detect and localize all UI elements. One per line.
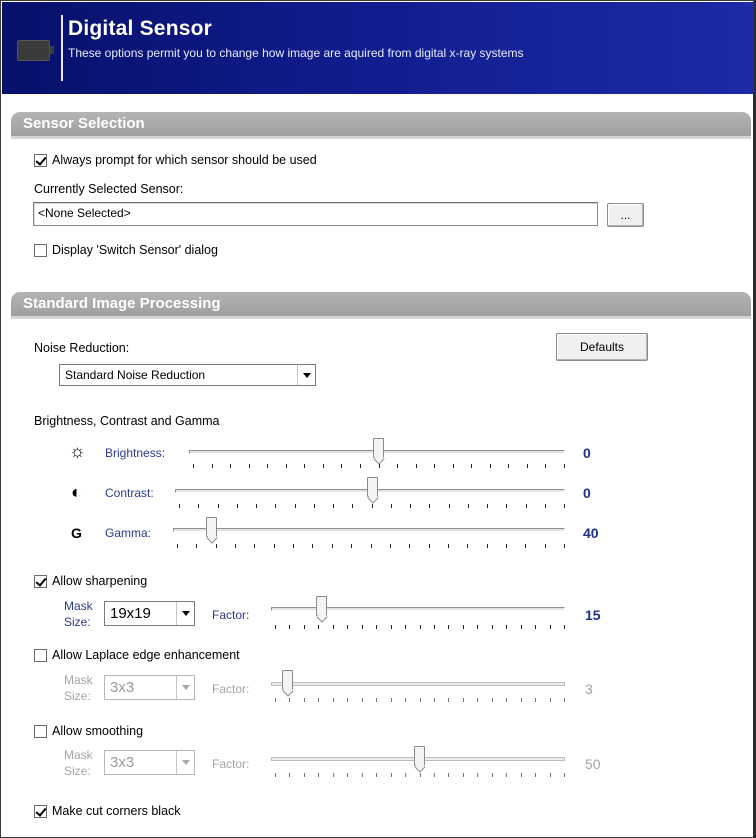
- allow-laplace-row[interactable]: [34, 648, 240, 662]
- slider-tick: [535, 773, 536, 777]
- slider-tick: [249, 464, 250, 468]
- slider-tick: [286, 464, 287, 468]
- slider-tick: [405, 773, 406, 777]
- slider-tick: [527, 464, 528, 468]
- gamma-track[interactable]: [173, 528, 565, 532]
- allow-sharpening-row[interactable]: [34, 574, 147, 588]
- slider-tick: [304, 464, 305, 468]
- cut-corners-label: Make cut corners black: [52, 804, 181, 818]
- gamma-thumb[interactable]: [206, 517, 217, 537]
- slider-tick: [420, 773, 421, 777]
- smoothing-mask-label-2: Size:: [64, 764, 91, 778]
- slider-tick: [448, 698, 449, 702]
- display-switch-checkbox[interactable]: [34, 244, 47, 257]
- allow-laplace-label: Allow Laplace edge enhancement: [52, 648, 240, 662]
- sharpening-mask-value: 19x19: [110, 605, 151, 622]
- slider-tick: [409, 544, 410, 548]
- smoothing-mask-value: 3x3: [110, 754, 135, 771]
- slider-tick: [550, 625, 551, 629]
- slider-tick: [564, 464, 565, 468]
- header-divider: [61, 15, 63, 81]
- display-switch-row[interactable]: [34, 243, 218, 257]
- smoothing-mask-label-1: Mask: [64, 748, 93, 762]
- slider-tick: [434, 698, 435, 702]
- slider-tick: [506, 773, 507, 777]
- slider-tick: [275, 773, 276, 777]
- page-subtitle: These options permit you to change how image are aquired from digital x-ray systems: [68, 46, 524, 60]
- laplace-mask-value: 3x3: [110, 679, 135, 696]
- slider-tick: [372, 504, 373, 508]
- slider-tick: [535, 625, 536, 629]
- slider-tick: [521, 625, 522, 629]
- slider-tick: [391, 625, 392, 629]
- slider-tick: [391, 773, 392, 777]
- smoothing-thumb[interactable]: [414, 746, 425, 766]
- slider-tick: [545, 504, 546, 508]
- slider-tick: [212, 464, 213, 468]
- slider-tick: [332, 544, 333, 548]
- always-prompt-label: Always prompt for which sensor should be used: [52, 153, 317, 167]
- gamma-value: 40: [583, 525, 599, 541]
- slider-tick: [379, 464, 380, 468]
- chevron-down-icon[interactable]: [297, 365, 315, 385]
- sharpening-mask-label-1: Mask: [64, 599, 93, 613]
- slider-tick: [564, 698, 565, 702]
- slider-tick: [545, 544, 546, 548]
- slider-tick: [274, 544, 275, 548]
- slider-tick: [420, 698, 421, 702]
- contrast-value: 0: [583, 485, 591, 501]
- chevron-down-icon[interactable]: [176, 602, 194, 625]
- slider-tick: [230, 464, 231, 468]
- brightness-value: 0: [583, 445, 591, 461]
- slider-tick: [521, 698, 522, 702]
- gamma-label: Gamma:: [105, 526, 152, 540]
- slider-tick: [405, 698, 406, 702]
- sharpening-mask-label-2: Size:: [64, 615, 91, 629]
- slider-tick: [362, 773, 363, 777]
- allow-sharpening-label: Allow sharpening: [52, 574, 148, 588]
- brightness-label: Brightness:: [105, 446, 166, 460]
- slider-tick: [550, 698, 551, 702]
- gamma-icon: G: [71, 525, 82, 541]
- slider-tick: [535, 698, 536, 702]
- gamma-ticks: [177, 544, 565, 549]
- slider-tick: [360, 464, 361, 468]
- slider-tick: [318, 773, 319, 777]
- slider-tick: [477, 625, 478, 629]
- laplace-thumb[interactable]: [282, 670, 293, 690]
- slider-tick: [448, 773, 449, 777]
- laplace-ticks: [275, 698, 565, 703]
- cut-corners-checkbox[interactable]: [34, 805, 47, 818]
- always-prompt-checkbox[interactable]: [34, 154, 47, 167]
- slider-tick: [429, 504, 430, 508]
- chevron-down-icon[interactable]: [176, 676, 194, 699]
- slider-tick: [275, 504, 276, 508]
- noise-reduction-label: Noise Reduction:: [34, 341, 130, 355]
- contrast-thumb[interactable]: [367, 477, 378, 497]
- slider-tick: [391, 698, 392, 702]
- slider-tick: [237, 504, 238, 508]
- slider-tick: [468, 504, 469, 508]
- contrast-icon: ◐: [71, 482, 82, 502]
- slider-tick: [448, 625, 449, 629]
- slider-tick: [275, 698, 276, 702]
- slider-tick: [463, 625, 464, 629]
- slider-tick: [256, 504, 257, 508]
- sharpening-ticks: [275, 625, 565, 630]
- allow-laplace-checkbox[interactable]: [34, 649, 47, 662]
- slider-tick: [545, 464, 546, 468]
- display-switch-label: Display 'Switch Sensor' dialog: [52, 243, 218, 257]
- laplace-factor-value: 3: [585, 681, 593, 697]
- slider-tick: [177, 544, 178, 548]
- slider-tick: [318, 698, 319, 702]
- slider-tick: [304, 773, 305, 777]
- smoothing-factor-value: 50: [585, 756, 601, 772]
- slider-tick: [506, 625, 507, 629]
- slider-tick: [312, 544, 313, 548]
- slider-tick: [564, 625, 565, 629]
- slider-tick: [434, 773, 435, 777]
- slider-tick: [526, 504, 527, 508]
- header-banner: [2, 2, 754, 94]
- contrast-label: Contrast:: [105, 486, 154, 500]
- section-image-processing: Standard Image Processing: [11, 292, 751, 316]
- slider-tick: [405, 625, 406, 629]
- allow-smoothing-checkbox[interactable]: [34, 725, 47, 738]
- slider-tick: [490, 464, 491, 468]
- slider-tick: [564, 773, 565, 777]
- slider-tick: [449, 504, 450, 508]
- slider-tick: [467, 544, 468, 548]
- allow-sharpening-checkbox[interactable]: [34, 575, 47, 588]
- smoothing-mask-select[interactable]: [104, 750, 195, 775]
- brightness-thumb[interactable]: [373, 438, 384, 458]
- slider-tick: [410, 504, 411, 508]
- slider-tick: [453, 464, 454, 468]
- slider-tick: [506, 698, 507, 702]
- slider-tick: [525, 544, 526, 548]
- slider-tick: [376, 625, 377, 629]
- slider-tick: [376, 773, 377, 777]
- slider-tick: [506, 504, 507, 508]
- cut-corners-row[interactable]: [34, 804, 181, 818]
- chevron-down-icon[interactable]: [176, 751, 194, 774]
- slider-tick: [434, 464, 435, 468]
- slider-tick: [448, 544, 449, 548]
- sharpening-factor-value: 15: [585, 607, 601, 623]
- slider-tick: [397, 464, 398, 468]
- slider-tick: [564, 504, 565, 508]
- slider-tick: [198, 504, 199, 508]
- bcg-label: Brightness, Contrast and Gamma: [34, 414, 220, 428]
- slider-tick: [463, 773, 464, 777]
- slider-tick: [289, 698, 290, 702]
- slider-tick: [196, 544, 197, 548]
- slider-tick: [193, 464, 194, 468]
- slider-tick: [333, 504, 334, 508]
- slider-tick: [416, 464, 417, 468]
- slider-tick: [487, 504, 488, 508]
- slider-tick: [376, 698, 377, 702]
- slider-tick: [216, 544, 217, 548]
- slider-tick: [275, 625, 276, 629]
- sensor-icon: [17, 40, 50, 61]
- slider-tick: [318, 625, 319, 629]
- laplace-factor-label: Factor:: [212, 682, 250, 696]
- current-sensor-label: Currently Selected Sensor:: [34, 182, 184, 196]
- slider-tick: [347, 773, 348, 777]
- slider-tick: [289, 773, 290, 777]
- slider-tick: [391, 504, 392, 508]
- slider-tick: [362, 698, 363, 702]
- contrast-ticks: [179, 504, 565, 509]
- brightness-ticks: [193, 464, 565, 469]
- slider-tick: [471, 464, 472, 468]
- smoothing-factor-label: Factor:: [212, 757, 250, 771]
- section-sensor-selection: Sensor Selection: [11, 112, 751, 136]
- slider-tick: [267, 464, 268, 468]
- slider-tick: [289, 625, 290, 629]
- slider-tick: [429, 544, 430, 548]
- noise-reduction-value: Standard Noise Reduction: [65, 368, 206, 382]
- slider-tick: [352, 504, 353, 508]
- slider-tick: [333, 698, 334, 702]
- sharpening-thumb[interactable]: [316, 596, 327, 616]
- slider-tick: [362, 625, 363, 629]
- laplace-mask-select[interactable]: [104, 675, 195, 700]
- slider-tick: [487, 544, 488, 548]
- allow-smoothing-label: Allow smoothing: [52, 724, 144, 738]
- slider-tick: [179, 504, 180, 508]
- slider-tick: [295, 504, 296, 508]
- defaults-button[interactable]: Defaults: [556, 333, 648, 361]
- slider-tick: [550, 773, 551, 777]
- sharpening-mask-select[interactable]: [104, 601, 195, 626]
- slider-tick: [333, 773, 334, 777]
- slider-tick: [323, 464, 324, 468]
- slider-tick: [304, 698, 305, 702]
- page-title: Digital Sensor: [68, 17, 212, 40]
- slider-tick: [235, 544, 236, 548]
- sun-icon: ☼: [69, 441, 86, 461]
- slider-tick: [477, 698, 478, 702]
- laplace-mask-label-2: Size:: [64, 689, 91, 703]
- slider-tick: [564, 544, 565, 548]
- slider-tick: [492, 773, 493, 777]
- slider-tick: [304, 625, 305, 629]
- sharpening-factor-label: Factor:: [212, 608, 250, 622]
- slider-tick: [434, 625, 435, 629]
- slider-tick: [420, 625, 421, 629]
- slider-tick: [492, 625, 493, 629]
- slider-tick: [506, 544, 507, 548]
- slider-tick: [492, 698, 493, 702]
- noise-reduction-select[interactable]: [59, 364, 316, 386]
- browse-sensor-button[interactable]: ...: [607, 203, 644, 227]
- slider-tick: [347, 625, 348, 629]
- slider-tick: [521, 773, 522, 777]
- slider-tick: [333, 625, 334, 629]
- slider-tick: [351, 544, 352, 548]
- slider-tick: [254, 544, 255, 548]
- laplace-mask-label-1: Mask: [64, 673, 93, 687]
- current-sensor-field[interactable]: <None Selected>: [33, 202, 598, 226]
- always-prompt-row[interactable]: [34, 153, 317, 167]
- slider-tick: [347, 698, 348, 702]
- slider-tick: [293, 544, 294, 548]
- slider-tick: [463, 698, 464, 702]
- laplace-track[interactable]: [271, 682, 565, 686]
- slider-tick: [371, 544, 372, 548]
- slider-tick: [341, 464, 342, 468]
- slider-tick: [390, 544, 391, 548]
- slider-tick: [314, 504, 315, 508]
- smoothing-ticks: [275, 773, 565, 778]
- allow-smoothing-row[interactable]: [34, 724, 143, 738]
- slider-tick: [477, 773, 478, 777]
- slider-tick: [508, 464, 509, 468]
- slider-tick: [218, 504, 219, 508]
